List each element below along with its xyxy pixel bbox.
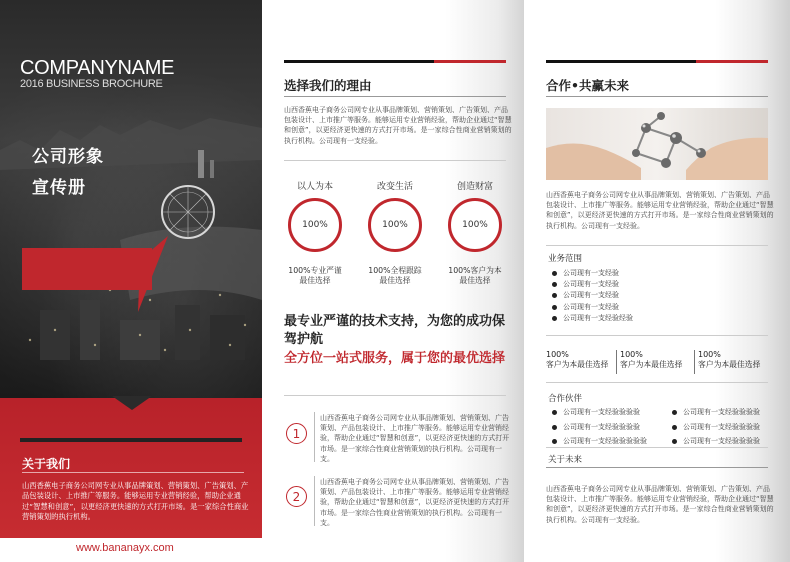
brochure-subtitle: 2016 BUSINESS BROCHURE xyxy=(20,78,163,90)
about-underline xyxy=(22,472,244,473)
list-item: 公司现有一支经验验验验 xyxy=(552,420,647,435)
list-item: 公司现有一支经验验验验 xyxy=(672,405,760,420)
caption-line: 最佳选择 xyxy=(299,276,331,285)
partners-list-left xyxy=(552,405,647,449)
list-item: 公司现有一支经验验验验 xyxy=(672,434,760,449)
intro-divider xyxy=(546,245,768,246)
item-number-1: 1 xyxy=(286,423,307,444)
molecule-hands-photo xyxy=(546,108,768,180)
cooperation-heading: 合作•共赢未来 xyxy=(546,78,629,93)
caption-line: 最佳选择 xyxy=(459,276,491,285)
service-divider xyxy=(546,335,768,336)
item-separator-1 xyxy=(314,412,315,462)
heading-underline xyxy=(284,96,506,97)
future-text: 山西香蕉电子商务公司网专业从事品牌策划、营销策划、广告策划、产品包装设计、上市推广等服务。能够运用专业营销经验，帮助企业通过“智慧和创意”，以更经济更快速的方式打开市场。是一家综合性商业营销策划的执行机构。公司现有一支经验。 xyxy=(546,485,774,524)
caption-line: 最佳选择 xyxy=(379,276,411,285)
circle-caption-1 xyxy=(276,266,354,286)
circle-label-2: 改变生活 xyxy=(376,182,413,192)
stat-caption: 客户为本最佳选择 xyxy=(546,360,609,369)
circle-label-1: 以人为本 xyxy=(296,182,333,192)
slogan-divider xyxy=(284,395,506,396)
stat-caption: 客户为本最佳选择 xyxy=(620,360,683,369)
stat-3 xyxy=(698,350,776,370)
stat-value: 100% xyxy=(698,350,721,359)
partners-list-right xyxy=(672,405,760,449)
top-bar-dark xyxy=(546,60,696,63)
item-number-2: 2 xyxy=(286,486,307,507)
company-name: COMPANYNAME xyxy=(20,57,175,79)
top-bar-red xyxy=(434,60,506,63)
intro-divider xyxy=(284,160,506,161)
cover-title-line1: 公司形象 xyxy=(32,147,104,167)
stat-circle-2: 100% xyxy=(368,198,422,252)
about-divider-bar xyxy=(20,438,242,442)
heading-underline xyxy=(546,96,768,97)
caption-line: 100%专业严谨 xyxy=(288,266,342,275)
website-link[interactable]: www.bananayx.com xyxy=(76,542,174,554)
service-list xyxy=(552,268,633,324)
reasons-heading: 选择我们的理由 xyxy=(284,78,372,93)
caption-line: 100%客户为本 xyxy=(448,266,502,275)
item-text-2: 山西香蕉电子商务公司网专业从事品牌策划、营销策划、广告策划、产品包装设计、上市推广等服务。能够运用专业营销经验，帮助企业通过“智慧和创意”，以更经济更快速的方式打开市场。是一家综合性商业营销策划的执行机构。公司现有一支。 xyxy=(320,478,510,527)
slogan-black: 最专业严谨的技术支持，为您的成功保驾护航 xyxy=(284,314,506,347)
reasons-intro-text: 山西香蕉电子商务公司网专业从事品牌策划、营销策划、广告策划、产品包装设计、上市推广等服务。能够运用专业营销经验，帮助企业通过“智慧和创意”，以更经济更快速的方式打开市场。是一家综合性商业营销策划的执行机构。公司现有一支经验。 xyxy=(284,106,512,145)
list-item: 公司现有一支经验 xyxy=(552,290,633,301)
molecule-model-illustration xyxy=(546,108,768,180)
list-item: 公司现有一支经验验验验验 xyxy=(552,434,647,449)
arrow-notch-icon xyxy=(112,396,152,410)
stat-circle-3: 100% xyxy=(448,198,502,252)
stat-1 xyxy=(546,350,624,370)
red-accent-block xyxy=(22,248,152,290)
future-title: 关于未来 xyxy=(548,455,583,465)
list-item: 公司现有一支经验经验 xyxy=(552,313,633,324)
partners-title: 合作伙伴 xyxy=(548,394,583,404)
stats-divider xyxy=(546,382,768,383)
stat-circle-1: 100% xyxy=(288,198,342,252)
stat-separator xyxy=(694,350,695,374)
cooperation-panel xyxy=(524,0,790,562)
list-item: 公司现有一支经验验验验 xyxy=(552,405,647,420)
cooperation-intro-text: 山西香蕉电子商务公司网专业从事品牌策划、营销策划、广告策划、产品包装设计、上市推广等服务。能够运用专业营销经验，帮助企业通过“智慧和创意”，以更经济更快速的方式打开市场。是一家综合性商业营销策划的执行机构。公司现有一支经验。 xyxy=(546,191,774,230)
cover-title-line2: 宣传册 xyxy=(32,178,86,198)
service-title: 业务范围 xyxy=(548,254,583,264)
circle-caption-3 xyxy=(436,266,514,286)
list-item: 公司现有一支经验 xyxy=(552,302,633,313)
about-text: 山西香蕉电子商务公司网专业从事品牌策划、营销策划、广告策划、产品包装设计、上市推广等服务。能够运用专业营销经验，帮助企业通过“智慧和创意”，以更经济更快速的方式打开市场。是一家综合性商业营销策划的执行机构。 xyxy=(22,481,249,521)
circle-label-3: 创造财富 xyxy=(456,182,493,192)
stat-2 xyxy=(620,350,698,370)
city-night-photo xyxy=(0,0,262,400)
list-item: 公司现有一支经验 xyxy=(552,279,633,290)
list-item: 公司现有一支经验 xyxy=(552,268,633,279)
list-item: 公司现有一支经验验验验 xyxy=(672,420,760,435)
circle-caption-2 xyxy=(356,266,434,286)
stat-value: 100% xyxy=(546,350,569,359)
top-bar-red xyxy=(696,60,768,63)
item-text-1: 山西香蕉电子商务公司网专业从事品牌策划、营销策划、广告策划、产品包装设计、上市推广等服务。能够运用专业营销经验，帮助企业通过“智慧和创意”，以更经济更快速的方式打开市场。是一家综合性商业营销策划的执行机构。公司现有一支。 xyxy=(320,414,510,463)
stat-value: 100% xyxy=(620,350,643,359)
about-title: 关于我们 xyxy=(22,457,71,471)
reasons-panel xyxy=(262,0,524,562)
stat-separator xyxy=(616,350,617,374)
future-underline xyxy=(546,467,768,468)
caption-line: 100%全程跟踪 xyxy=(368,266,422,275)
item-separator-2 xyxy=(314,476,315,526)
partners-divider xyxy=(546,447,768,448)
slogan-red: 全方位一站式服务，属于您的最优选择 xyxy=(284,351,506,366)
top-bar-dark xyxy=(284,60,434,63)
cover-panel xyxy=(0,0,262,562)
stat-caption: 客户为本最佳选择 xyxy=(698,360,761,369)
